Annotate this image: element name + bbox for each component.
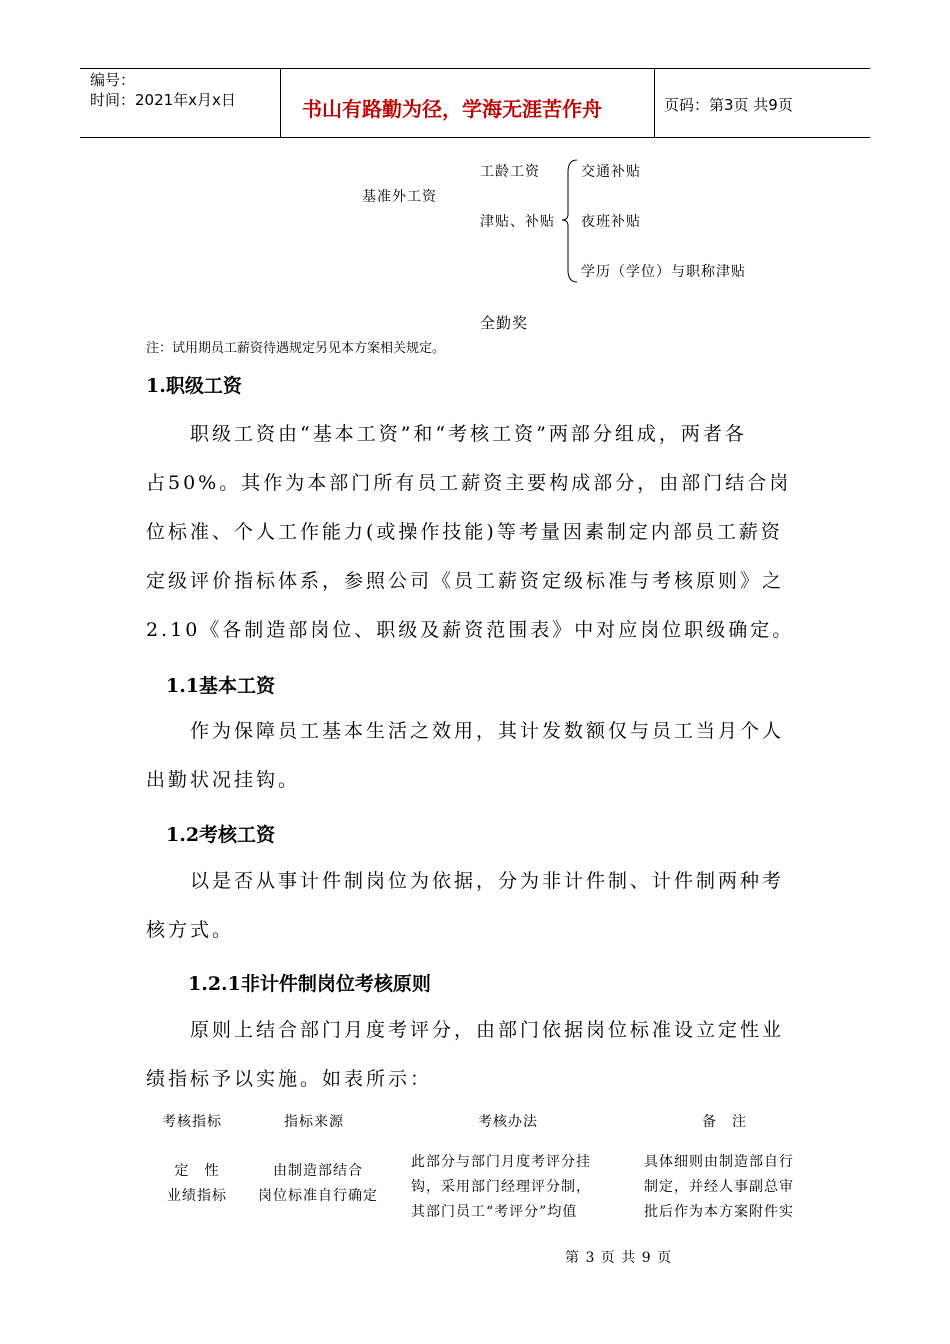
document-date: 时间：2021年x月x日 — [90, 91, 236, 109]
table-header: 指标来源 — [284, 1114, 344, 1130]
table-header: 备 注 — [702, 1114, 747, 1130]
paragraph-line: 占50%。其作为本部门所有员工薪资主要构成部分，由部门结合岗 — [146, 472, 792, 494]
paragraph-line: 核方式。 — [146, 919, 235, 941]
allowance-item-night-shift: 夜班补贴 — [581, 214, 641, 230]
page-number-info: 页码：第3页 共9页 — [664, 96, 793, 114]
header-divider — [280, 69, 281, 137]
paragraph-line: 作为保障员工基本生活之效用，其计发数额仅与员工当月个人 — [190, 720, 785, 742]
structure-root: 基准外工资 — [362, 189, 437, 205]
brace-icon — [560, 158, 580, 284]
allowance-item-education-title: 学历（学位）与职称津贴 — [581, 264, 746, 280]
section-1-2-1-title: 1.2.1非计件制岗位考核原则 — [188, 973, 431, 995]
table-cell-indicator: 定 性 业绩指标 — [167, 1163, 227, 1204]
table-header: 考核办法 — [478, 1114, 538, 1130]
section-1-title: 1.职级工资 — [146, 375, 242, 397]
paragraph-line: 以是否从事计件制岗位为依据，分为非计件制、计件制两种考 — [190, 870, 785, 892]
paragraph-line: 出勤状况挂钩。 — [146, 769, 301, 791]
section-1-2-title: 1.2考核工资 — [166, 824, 276, 846]
section-1-1-title: 1.1基本工资 — [166, 675, 276, 697]
table-cell-method: 此部分与部门月度考评分挂 钩，采用部门经理评分制， 其部门员工“考评分”均值 — [411, 1154, 591, 1220]
table-cell-remark: 具体细则由制造部自行 制定，并经人事副总审 批后作为本方案附件实 — [644, 1154, 794, 1220]
header-divider — [654, 69, 655, 137]
section-1-2-body — [146, 857, 784, 955]
structure-seniority-wage: 工龄工资 — [480, 164, 540, 180]
section-1-2-1-body — [146, 1006, 784, 1104]
paragraph-line: 原则上结合部门月度考评分，由部门依据岗位标准设立定性业 — [190, 1019, 785, 1041]
paragraph-line: 位标准、个人工作能力(或操作技能)等考量因素制定内部员工薪资 — [146, 521, 783, 543]
paragraph-line: 定级评价指标体系，参照公司《员工薪资定级标准与考核原则》之 — [146, 570, 785, 592]
allowance-item-transport: 交通补贴 — [581, 164, 641, 180]
probation-note: 注：试用期员工薪资待遇规定另见本方案相关规定。 — [146, 341, 446, 356]
document-code-label: 编号： — [90, 71, 136, 89]
section-1-1-body — [146, 707, 784, 805]
structure-allowance: 津贴、补贴 — [480, 214, 555, 230]
paragraph-line: 2.10《各制造部岗位、职级及薪资范围表》中对应岗位职级确定。 — [146, 619, 795, 641]
paragraph-line: 职级工资由“基本工资”和“考核工资”两部分组成，两者各 — [190, 423, 747, 445]
paragraph-line: 绩指标予以实施。如表所示： — [146, 1068, 433, 1090]
section-1-body — [146, 410, 794, 655]
table-cell-source: 由制造部结合 岗位标准自行确定 — [258, 1163, 378, 1204]
table-header: 考核指标 — [162, 1114, 222, 1130]
header-motto: 书山有路勤为径，学海无涯苦作舟 — [302, 97, 602, 121]
structure-attendance-bonus: 全勤奖 — [480, 314, 529, 332]
page-footer: 第 3 页 共 9 页 — [565, 1250, 673, 1266]
